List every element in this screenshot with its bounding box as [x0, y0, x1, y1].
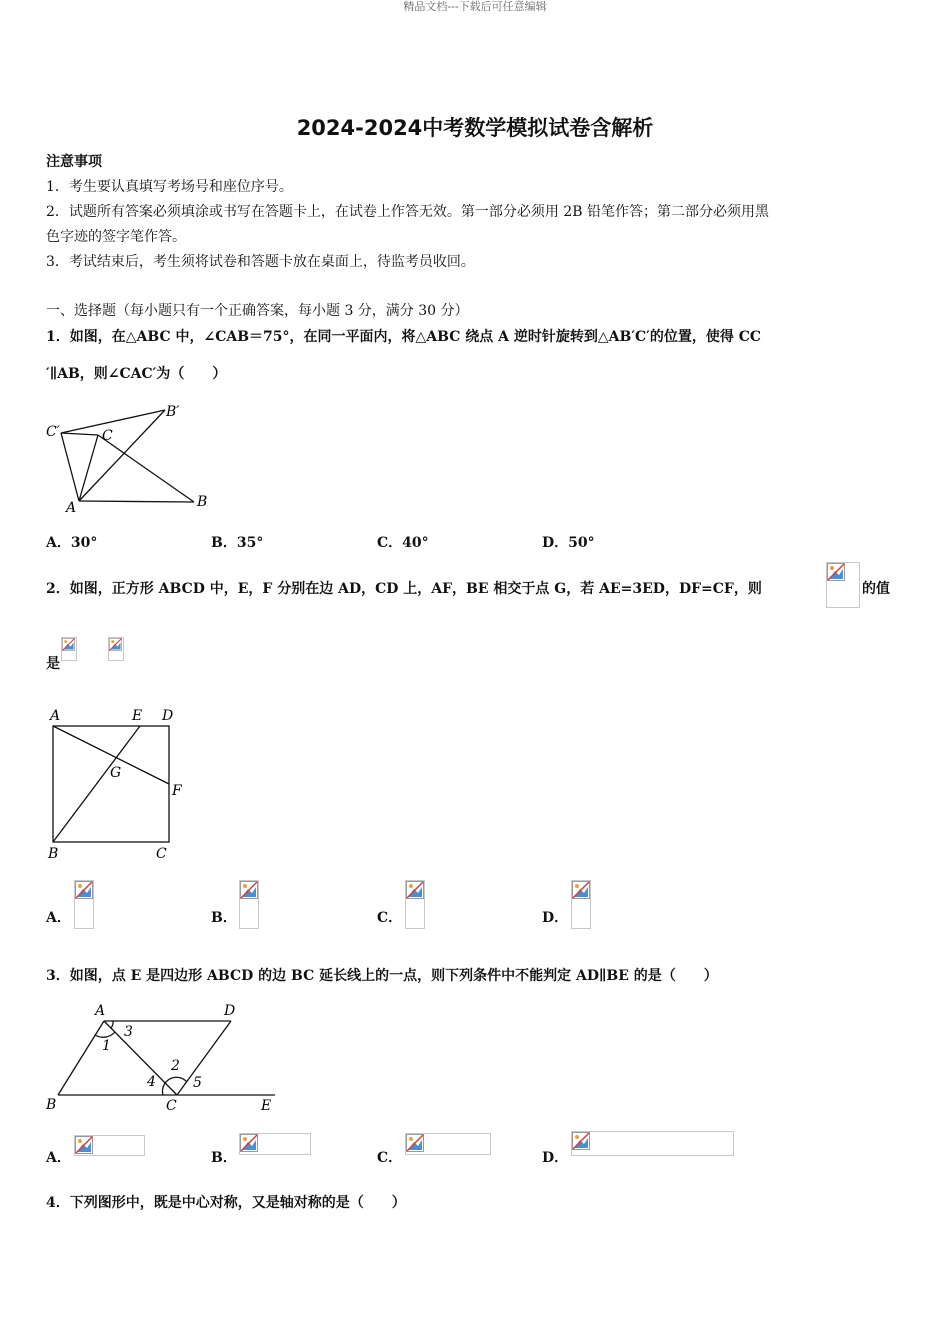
- q3-option-c[interactable]: C．: [377, 1150, 403, 1166]
- q3-option-a-image: [74, 1135, 145, 1156]
- q1-label-b-prime: B′: [166, 404, 180, 420]
- q2-figure: [40, 702, 200, 867]
- q3-label-angle-5: 5: [193, 1075, 202, 1091]
- broken-image-icon: [109, 638, 122, 651]
- q3-label-angle-3: 3: [124, 1024, 133, 1040]
- broken-image-icon: [406, 1134, 424, 1152]
- q3-option-a[interactable]: A．: [46, 1150, 71, 1166]
- q1-stem-line1: 1．如图，在△ABC 中，∠CAB＝75°，在同一平面内，将△ABC 绕点 A 逆时针旋转到△AB′C′的位置，使得 CC: [46, 329, 762, 345]
- broken-image-icon: [75, 1136, 93, 1154]
- q2-stem-line2: 是: [46, 656, 60, 672]
- q2-stem-line1-end: 的值: [862, 581, 890, 597]
- q1-option-b[interactable]: B．35°: [211, 535, 264, 551]
- q1-label-b: B: [197, 494, 208, 510]
- q1-option-a[interactable]: A．30°: [46, 535, 98, 551]
- broken-image-icon: [572, 881, 590, 899]
- notice-item-1: 1．考生要认真填写考场号和座位序号。: [46, 179, 293, 195]
- q3-label-angle-1: 1: [102, 1038, 111, 1054]
- q2-option-c[interactable]: C．: [377, 910, 403, 926]
- q2-formula-image-2: [61, 637, 77, 661]
- q3-label-c: C: [166, 1098, 177, 1114]
- q2-option-d[interactable]: D．: [542, 910, 569, 926]
- q1-label-c: C: [102, 428, 113, 444]
- q2-option-b-image: [239, 880, 259, 929]
- q3-label-b: B: [46, 1097, 57, 1113]
- q3-label-e: E: [261, 1098, 272, 1114]
- q2-option-c-image: [405, 880, 425, 929]
- q3-label-a: A: [95, 1003, 106, 1019]
- page-header: 精品文档---下载后可任意编辑: [403, 0, 547, 13]
- q3-option-b-image: [239, 1133, 311, 1155]
- broken-image-icon: [240, 881, 258, 899]
- q2-label-a: A: [50, 708, 61, 724]
- notice-item-2-cont: 色字迹的签字笔作答。: [46, 229, 186, 245]
- q1-option-d[interactable]: D．50°: [542, 535, 595, 551]
- q1-stem-line2: ′∥AB，则∠CAC′为（ ）: [46, 366, 227, 382]
- q2-label-f: F: [172, 783, 182, 799]
- q2-label-d: D: [162, 708, 174, 724]
- q3-label-angle-4: 4: [147, 1074, 156, 1090]
- q1-label-c-prime: C′: [46, 424, 60, 440]
- q4-stem: 4．下列图形中，既是中心对称，又是轴对称的是（ ）: [46, 1195, 406, 1211]
- notice-heading: 注意事项: [46, 154, 102, 170]
- q3-label-angle-2: 2: [171, 1058, 180, 1074]
- q3-option-b[interactable]: B．: [211, 1150, 237, 1166]
- q2-option-a-image: [74, 880, 94, 929]
- q2-option-b[interactable]: B．: [211, 910, 237, 926]
- q1-figure: [40, 396, 220, 516]
- notice-item-3: 3．考试结束后，考生须将试卷和答题卡放在桌面上，待监考员收回。: [46, 254, 475, 270]
- q2-label-g: G: [110, 765, 122, 781]
- q2-option-d-image: [571, 880, 591, 929]
- q3-option-c-image: [405, 1133, 491, 1155]
- q2-label-b: B: [48, 846, 59, 862]
- q3-figure: [40, 998, 285, 1116]
- page-title: 2024-2024中考数学模拟试卷含解析: [296, 116, 654, 140]
- broken-image-icon: [572, 1132, 590, 1150]
- q3-option-d[interactable]: D．: [542, 1150, 569, 1166]
- q2-formula-image: [826, 562, 860, 608]
- notice-item-2: 2．试题所有答案必须填涂或书写在答题卡上，在试卷上作答无效。第一部分必须用 2B 铅笔作答；第二部分必须用黑: [46, 204, 769, 220]
- q2-stem-line1: 2．如图，正方形 ABCD 中，E，F 分别在边 AD，CD 上，AF，BE 相交于点 G，若 AE=3ED，DF=CF，则: [46, 581, 762, 597]
- broken-image-icon: [406, 881, 424, 899]
- q1-option-c[interactable]: C．40°: [377, 535, 429, 551]
- q3-label-d: D: [224, 1003, 236, 1019]
- q2-label-c: C: [156, 846, 167, 862]
- broken-image-icon: [827, 563, 845, 581]
- q2-option-a[interactable]: A．: [46, 910, 71, 926]
- q2-formula-image-3: [108, 637, 124, 661]
- broken-image-icon: [75, 881, 93, 899]
- q2-label-e: E: [132, 708, 143, 724]
- broken-image-icon: [62, 638, 75, 651]
- q3-stem: 3．如图，点 E 是四边形 ABCD 的边 BC 延长线上的一点，则下列条件中不能判定 AD∥BE 的是（ ）: [46, 968, 718, 984]
- q1-label-a: A: [66, 500, 77, 516]
- broken-image-icon: [240, 1134, 258, 1152]
- section-heading: 一、选择题（每小题只有一个正确答案，每小题 3 分，满分 30 分）: [46, 303, 469, 319]
- q3-option-d-image: [571, 1131, 734, 1156]
